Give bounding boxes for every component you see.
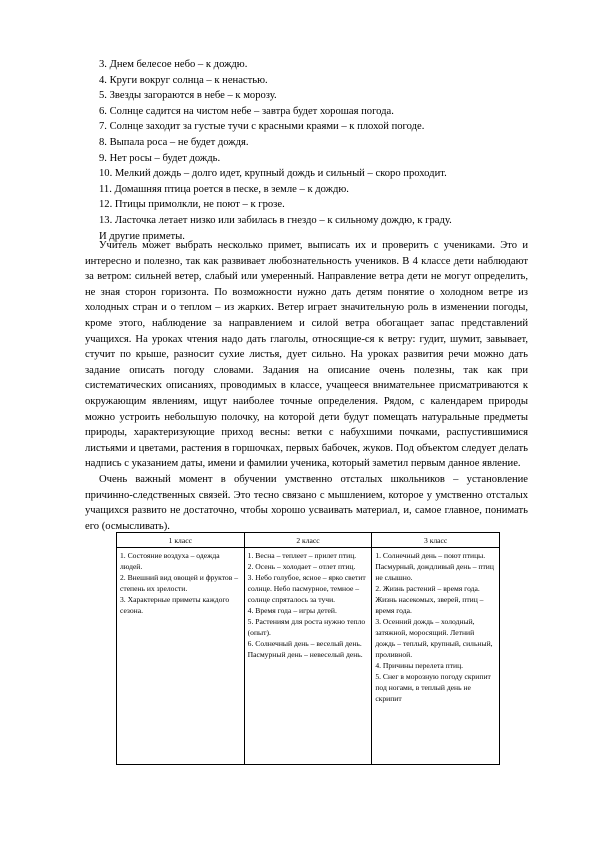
list-item: 13. Ласточка летает низко или забилась в гнездо – к сильному дождю, к граду. xyxy=(99,214,452,226)
cell-line: 4. Время года – игры детей. xyxy=(247,606,337,615)
class-topics-table xyxy=(116,532,500,765)
cell-line: 1. Весна – теплеет – прилет птиц. xyxy=(247,551,357,560)
cell-line: 2. Осень – холодает – отлет птиц. xyxy=(247,562,356,571)
table-cell-class-3 xyxy=(372,548,500,765)
list-item: 10. Мелкий дождь – долго идет, крупный дождь и сильный – скоро проходит. xyxy=(99,168,447,180)
cell-line: 3. Небо голубое, ясное – ярко светит солнце. Небо пасмурное, темное – солнце спряталось за тучи. xyxy=(247,573,366,604)
cell-line: Жизнь насекомых, зверей, птиц – время года. xyxy=(375,595,484,615)
cell-line: 3. Характерные приметы каждого сезона. xyxy=(120,595,230,615)
list-item: 5. Звезды загораются в небе – к морозу. xyxy=(99,90,277,102)
list-item: 7. Солнце заходит за густые тучи с красными краями – к плохой погоде. xyxy=(99,121,425,133)
table-header-row xyxy=(117,533,500,548)
table-cell-class-2 xyxy=(244,548,372,765)
cell-line: Пасмурный день – невеселый день. xyxy=(247,650,363,659)
cell-line: 2. Внешний вид овощей и фруктов – степень их зрелости. xyxy=(120,573,239,593)
cell-line: 5. Растениям для роста нужно тепло (опыт). xyxy=(247,617,366,637)
list-item: 9. Нет росы – будет дождь. xyxy=(99,152,221,164)
column-header: 3 класс xyxy=(372,533,500,548)
cell-line: 3. Осенний дождь – холодный, затяжной, моросящий. Летний дождь – теплый, крупный, сильный, проливной. xyxy=(375,617,493,659)
list-item: 12. Птицы примолкли, не поют – к грозе. xyxy=(99,199,285,211)
list-item: 4. Круги вокруг солнца – к ненастью. xyxy=(99,74,268,86)
cell-line: 4. Причины перелета птиц. xyxy=(375,661,464,670)
list-item: 6. Солнце садится на чистом небе – завтра будет хорошая погода. xyxy=(99,105,394,117)
paragraph: Учитель может выбрать несколько примет, выписать их и проверить с учениками. Это и интересно и полезно, так как развивает любознательность учеников. В 4 классе дети наблюдают за ветром: сильней ветер, слабый или умеренный. Направление ветра дети не могут определить, не зная сторон горизонта. По возможности нужно дать детям понятие о холодном ветре из холодных стран и о теплом – из жарких. Ветер играет значительную роль в изменении погоды, кроме этого, наблюдение за направлением и силой ветра обогащает запас представлений учащихся. На уроках чтения надо дать глаголы, относящие-ся к ветру: гудит, шумит, завывает, стучит по крыше, разносит сухие листья, дует сильно. На уроках развития речи можно дать задание описать погоду словами. Задания на описание очень полезны, так как при систематических описаниях, проводимых в классе, учащееся внимательнее присматриваются к окружающим явлениям, ищут наиболее точные определения. Рядом, с календарем природы можно устроить небольшую полочку, на которой дети будут помещать натуральные предметы природы, характеризующие приход весны: ветки с набухшими почками, распустившимися листьями и цветами, растения в горшочках, первых бабочек, жуков. Под объектом следует делать надпись с указанием даты, имени и фамилии ученика, который заметил первым данное явление. xyxy=(85,240,528,470)
list-item: 8. Выпала роса – не будет дождя. xyxy=(99,136,249,148)
column-header: 1 класс xyxy=(117,533,245,548)
cell-line: 5. Снег в морозную погоду скрипит под ногами, в теплый день не скрипит xyxy=(375,672,491,703)
body-text xyxy=(85,238,528,534)
column-header: 2 класс xyxy=(244,533,372,548)
weather-signs-list xyxy=(85,57,525,244)
table-cell-class-1 xyxy=(117,548,245,765)
cell-line: 1. Солнечный день – поют птицы. Пасмурный, дождливый день – птиц не слышно. xyxy=(375,551,494,582)
table-row xyxy=(117,548,500,765)
cell-line: 6. Солнечный день – веселый день. xyxy=(247,639,362,648)
list-item: 3. Днем белесое небо – к дождю. xyxy=(99,59,248,70)
list-item: И другие приметы. xyxy=(99,230,185,242)
cell-line: 2. Жизнь растений – время года. xyxy=(375,584,480,593)
list-item: 11. Домашняя птица роется в песке, в земле – к дождю. xyxy=(99,183,349,195)
paragraph: Очень важный момент в обучении умственно отсталых школьников – установление причинно-следственных связей. Это тесно связано с мышлением, которое у умственно отсталых учащихся развито не достаточно, чтобы хорошо усваивать материал, и, самое главное, понимать его (осмысливать). xyxy=(85,473,528,532)
cell-line: 1. Состояние воздуха – одежда людей. xyxy=(120,551,220,571)
